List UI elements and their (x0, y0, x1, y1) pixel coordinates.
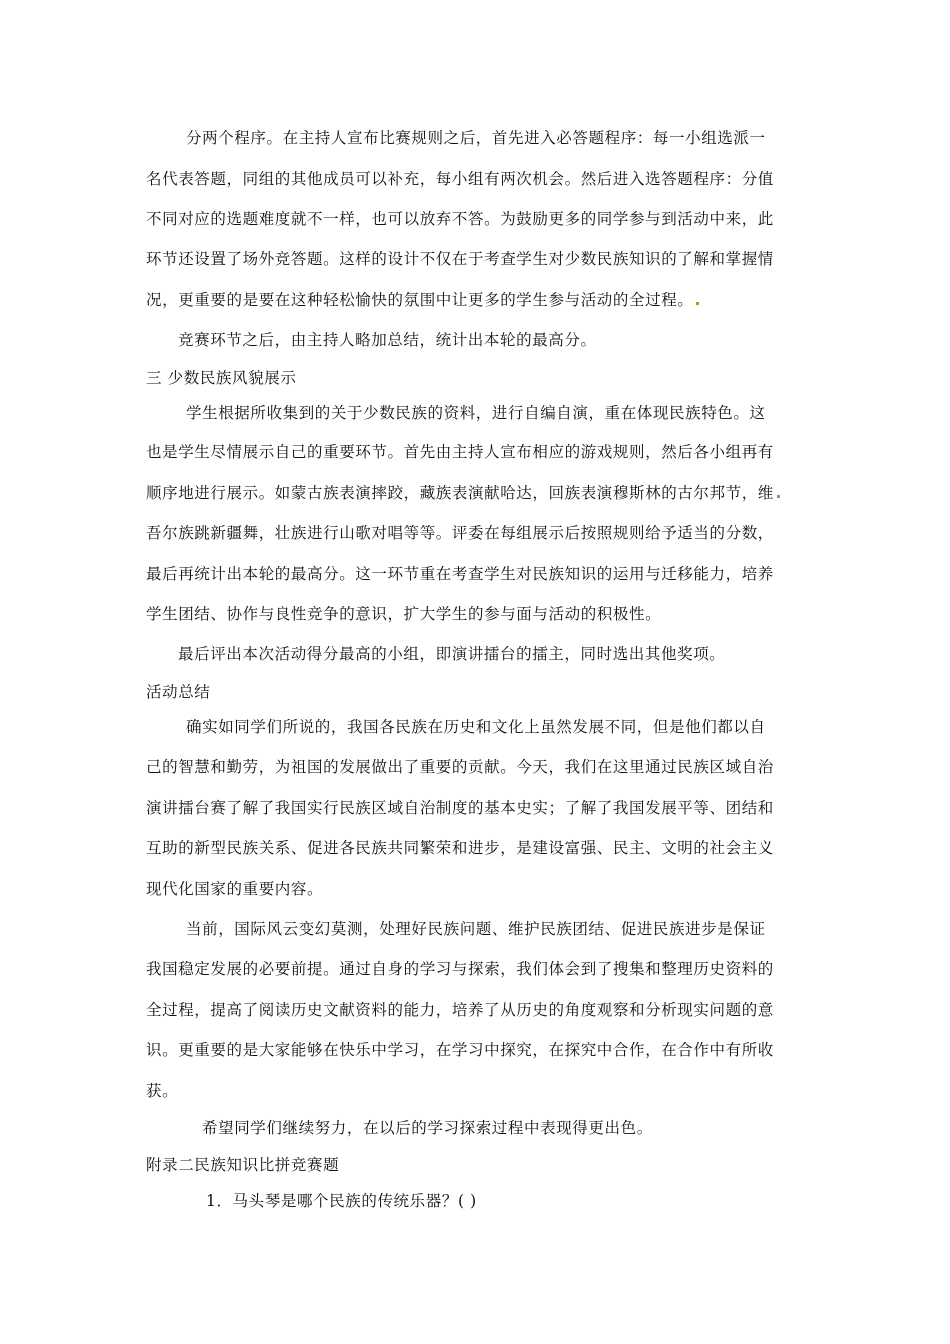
paragraph-line: 我国稳定发展的必要前提。通过自身的学习与探索，我们体会到了搜集和整理历史资料的 (146, 960, 774, 978)
paragraph-line: 识。更重要的是大家能够在快乐中学习，在学习中探究，在探究中合作，在合作中有所收 (146, 1041, 774, 1059)
edit-marker-icon (696, 302, 699, 305)
paragraph-line: 吾尔族跳新疆舞，壮族进行山歌对唱等等。评委在每组展示后按照规则给予适当的分数， (146, 524, 774, 542)
paragraph-line: 不同对应的选题难度就不一样，也可以放弃不答。为鼓励更多的同学参与到活动中来，此 (146, 210, 774, 228)
paragraph-line: 确实如同学们所说的，我国各民族在历史和文化上虽然发展不同，但是他们都以自 (186, 718, 766, 736)
paragraph-line: 最后再统计出本轮的最高分。这一环节重在考查学生对民族知识的运用与迁移能力，培养 (146, 565, 774, 583)
paragraph-line: 环节还设置了场外竞答题。这样的设计不仅在于考查学生对少数民族知识的了解和掌握情 (146, 250, 774, 268)
appendix-title: 附录二民族知识比拼竞赛题 (146, 1156, 340, 1174)
paragraph-line: 分两个程序。在主持人宣布比赛规则之后，首先进入必答题程序：每一小组选派一 (186, 129, 766, 147)
paragraph-line-text: 况，更重要的是要在这种轻松愉快的氛围中让更多的学生参与活动的全过程。 (146, 291, 694, 309)
paragraph-line (146, 288, 699, 310)
edit-marker-icon (777, 495, 780, 498)
paragraph-line: 学生根据所收集到的关于少数民族的资料，进行自编自演，重在体现民族特色。这 (186, 404, 766, 422)
paragraph-line: 全过程，提高了阅读历史文献资料的能力，培养了从历史的角度观察和分析现实问题的意 (146, 1001, 774, 1019)
paragraph-line: 名代表答题，同组的其他成员可以补充，每小组有两次机会。然后进入选答题程序：分值 (146, 170, 774, 188)
paragraph-line: 互助的新型民族关系、促进各民族共同繁荣和进步，是建设富强、民主、文明的社会主义 (146, 839, 774, 857)
paragraph-line: 也是学生尽情展示自己的重要环节。首先由主持人宣布相应的游戏规则，然后各小组再有 (146, 443, 774, 461)
paragraph-line: 竞赛环节之后，由主持人略加总结，统计出本轮的最高分。 (178, 331, 597, 349)
section-heading: 活动总结 (146, 683, 211, 701)
paragraph-line: 学生团结、协作与良性竞争的意识，扩大学生的参与面与活动的积极性。 (146, 605, 662, 623)
paragraph-line: 获。 (146, 1082, 179, 1100)
paragraph-line-text: 顺序地进行展示。如蒙古族表演摔跤，藏族表演献哈达，回族表演穆斯林的古尔邦节，维 (146, 484, 774, 502)
paragraph-line: 希望同学们继续努力，在以后的学习探索过程中表现得更出色。 (202, 1119, 653, 1137)
paragraph-line: 己的智慧和勤劳，为祖国的发展做出了重要的贡献。今天，我们在这里通过民族区域自治 (146, 758, 774, 776)
question-item: 1．马头琴是哪个民族的传统乐器？( ) (206, 1192, 477, 1210)
paragraph-line: 现代化国家的重要内容。 (146, 880, 324, 898)
paragraph-line (146, 481, 780, 503)
paragraph-line: 最后评出本次活动得分最高的小组，即演讲擂台的擂主，同时选出其他奖项。 (178, 645, 726, 663)
section-heading: 三 少数民族风貌展示 (146, 369, 297, 387)
paragraph-line: 当前，国际风云变幻莫测，处理好民族问题、维护民族团结、促进民族进步是保证 (186, 920, 766, 938)
paragraph-line: 演讲擂台赛了解了我国实行民族区域自治制度的基本史实；了解了我国发展平等、团结和 (146, 799, 774, 817)
